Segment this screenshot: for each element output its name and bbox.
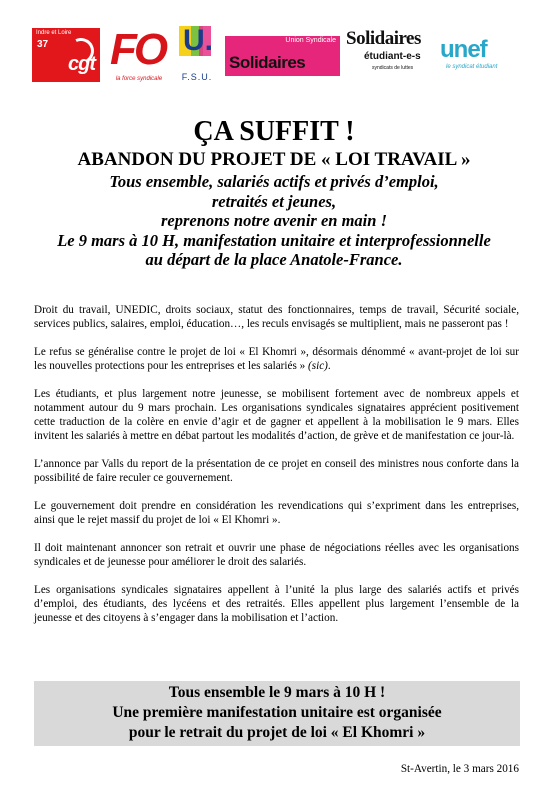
paragraph-4: L’annonce par Valls du report de la présentation de ce projet en conseil des ministres nous conforte dans la possibilité de faire reculer ce gouvernement. [34, 458, 519, 484]
paragraph-6: Il doit maintenant annoncer son retrait et ouvrir une phase de négociations réelles avec les organisations syndicales et de jeunesse pour améliorer le droit des salariés. [34, 542, 519, 568]
call-line-5: au départ de la place Anatole-France. [145, 250, 403, 269]
unef-logo [440, 36, 530, 80]
fo-name: FO [110, 25, 166, 74]
body-text [34, 303, 519, 639]
fsu-logo [175, 26, 219, 82]
paragraph-1: Droit du travail, UNEDIC, droits sociaux, statut des fonctionnaires, temps de travail, Sécurité sociale, services publics, salaires, emploi, éducation…, les reculs envisagés se multiplient, mais ne passeront pas ! [34, 304, 519, 330]
place-and-date: St-Avertin, le 3 mars 2016 [400, 763, 519, 775]
call-line-2: retraités et jeunes, [211, 191, 337, 211]
cgt-name: cgt [68, 53, 95, 75]
banner-line-3: pour le retrait du projet de loi « El Khomri » [128, 724, 426, 741]
paragraph-2-end: . [327, 360, 331, 372]
banner-line-1: Tous ensemble le 9 mars à 10 H ! [168, 684, 386, 701]
banner-line-2: Une première manifestation unitaire est organisée [112, 704, 442, 721]
fsu-letter: U. [183, 24, 213, 57]
paragraph-2-text: Le refus se généralise contre le projet de loi « El Khomri », désormais dénommé « avant-projet de loi sur les nouvelles protections pour les entreprises et les salariés » [34, 346, 519, 372]
solidaires-etudiant-logo [346, 26, 432, 80]
paragraph-2 [34, 345, 519, 373]
solidaires-etudiant-tagline: syndicats de luttes [372, 65, 414, 71]
call-line-3: reprenons notre avenir en main ! [161, 211, 387, 230]
solidaires-union-top: Union Syndicale [285, 37, 336, 44]
solidaires-union-logo [225, 36, 340, 76]
unef-tagline: le syndicat étudiant [446, 64, 498, 70]
call-to-action [0, 172, 548, 270]
paragraph-5: Le gouvernement doit prendre en considération les revendications qui s’expriment dans les entreprises, ainsi que le rejet massif du projet de loi « El Khomri ». [34, 500, 519, 526]
cgt-dept: Indre et Loire [36, 30, 72, 36]
solidaires-etudiant-sub: étudiant-e-s [364, 51, 421, 62]
cgt-logo [32, 28, 100, 82]
cgt-dept-number: 37 [37, 39, 49, 50]
fsu-name: F.S.U. [181, 72, 213, 82]
fsu-emblem-icon [179, 26, 211, 64]
paragraph-2-sic: (sic) [308, 360, 328, 372]
page-title: ÇA SUFFIT ! [193, 116, 355, 147]
highlight-banner [34, 681, 520, 746]
solidaires-union-name: Solidaires [229, 53, 306, 72]
call-line-1: Tous ensemble, salariés actifs et privés d’emploi, [109, 172, 439, 191]
unef-name: unef [440, 36, 487, 63]
page-subtitle: ABANDON DU PROJET DE « LOI TRAVAIL » [77, 149, 471, 170]
call-line-4: Le 9 mars à 10 H, manifestation unitaire et interprofessionnelle [57, 230, 491, 250]
paragraph-7: Les organisations syndicales signataires appellent à l’unité la plus large des salariés actifs et privés d’emploi, des étudiants, des lycéens et des retraités. Elles appellent plus largement l’ensemble de la jeunesse et des citoyens à s’engager dans la mobilisation et l’action. [34, 584, 519, 624]
fo-logo [110, 25, 168, 82]
paragraph-3: Les étudiants, et plus largement notre jeunesse, se mobilisent fortement avec de nombreux appels et notamment autour du 9 mars prochain. Les organisations syndicales signataires apprécient positivement cette traduction de la colère en envie d’agir et de gagner et appellent à la mobilisation le 9 mars. Elles invitent les salariés à mettre en débat partout les modalités d’action, de grève et de manifestation ce jour-là. [34, 388, 519, 442]
solidaires-etudiant-name: Solidaires [346, 28, 421, 49]
logo-bar [30, 22, 530, 82]
fo-tagline: la force syndicale [115, 76, 163, 82]
